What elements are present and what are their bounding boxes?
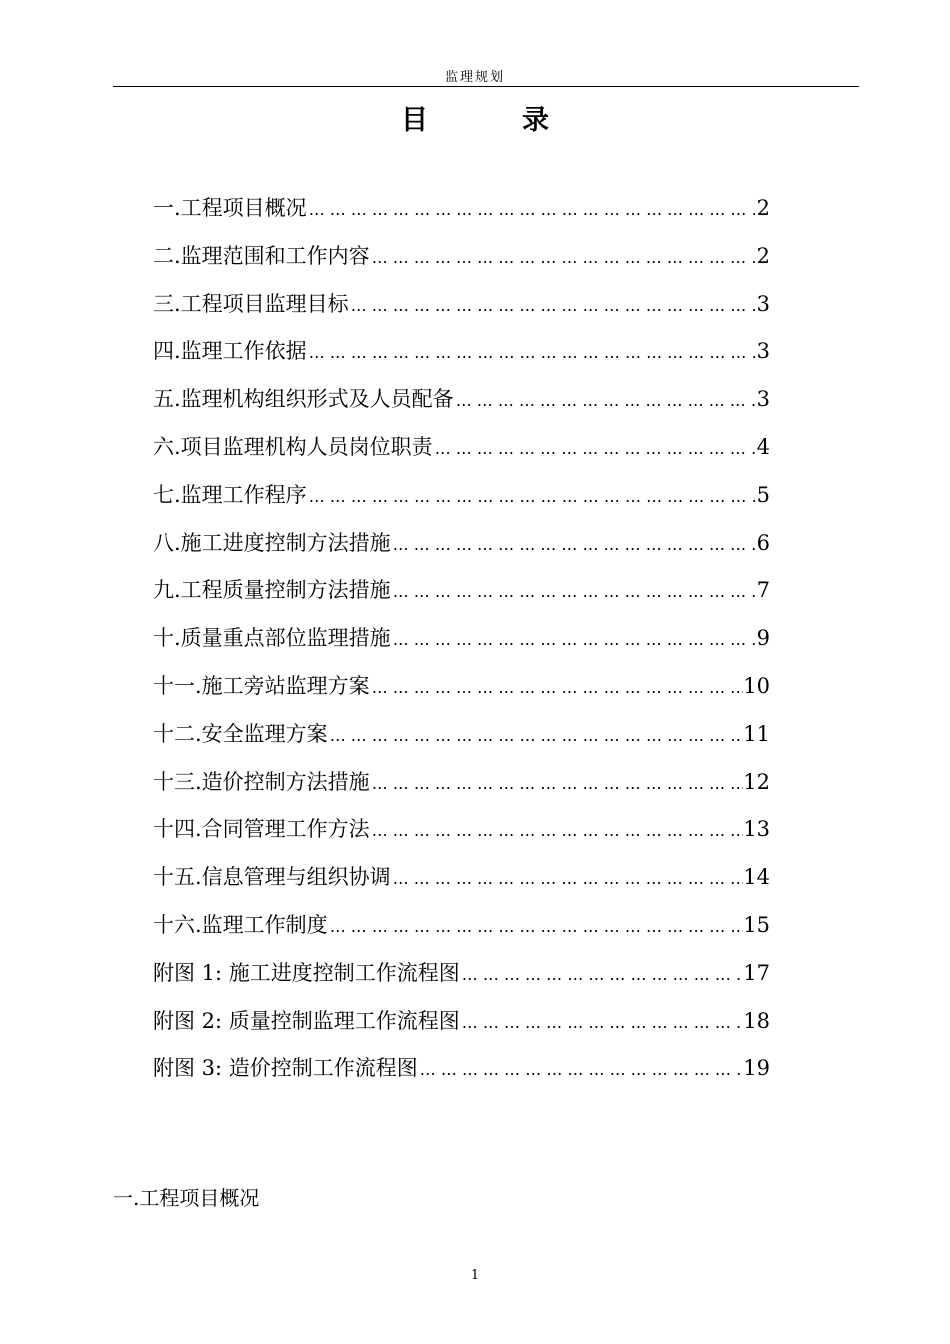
toc-title-right-char: 录	[522, 105, 549, 136]
toc-title-left-char: 目	[401, 105, 428, 136]
toc-dot-leader	[349, 288, 757, 324]
page-number: 1	[470, 1268, 480, 1283]
toc-entry-page: 18	[743, 1008, 770, 1033]
toc-entry[interactable]	[153, 907, 770, 955]
toc-entry-label: 五.监理机构组织形式及人员配备	[153, 387, 454, 412]
toc-entry-page: 9	[756, 626, 770, 651]
toc-entry-label: 十五.信息管理与组织协调	[153, 865, 391, 890]
toc-entry-label: 十.质量重点部位监理措施	[153, 626, 391, 651]
toc-entry[interactable]	[153, 477, 770, 525]
toc-entry[interactable]	[153, 859, 770, 907]
toc-dot-leader	[391, 527, 757, 563]
toc-entry[interactable]	[153, 716, 770, 764]
toc-dot-leader	[391, 574, 757, 610]
toc-entry-page: 15	[743, 912, 770, 937]
toc-entry[interactable]	[153, 955, 770, 1003]
toc-dot-leader	[391, 861, 744, 897]
toc-title	[0, 98, 950, 137]
toc-entry[interactable]	[153, 190, 770, 238]
toc-entry[interactable]	[153, 333, 770, 381]
toc-dot-leader	[433, 431, 757, 467]
toc-entry-page: 3	[756, 339, 770, 364]
toc-dot-leader	[460, 957, 743, 993]
toc-entry-label: 附图 3: 造价控制工作流程图	[153, 1056, 418, 1081]
toc-entry-page: 14	[743, 865, 770, 890]
toc-dot-leader	[328, 718, 744, 754]
toc-entry-page: 6	[756, 530, 770, 555]
toc-entry-page: 13	[743, 817, 770, 842]
toc-entry-label: 九.工程质量控制方法措施	[153, 578, 391, 603]
header-rule	[113, 86, 859, 87]
toc-entry-page: 4	[756, 434, 770, 459]
toc-entry-label: 六.项目监理机构人员岗位职责	[153, 434, 433, 459]
toc-entry[interactable]	[153, 429, 770, 477]
toc-entry[interactable]	[153, 1003, 770, 1051]
toc-entry-page: 19	[743, 1056, 770, 1081]
toc-entry-page: 7	[756, 578, 770, 603]
toc-entry-label: 十六.监理工作制度	[153, 912, 328, 937]
toc-entry[interactable]	[153, 668, 770, 716]
toc-entry-label: 八.施工进度控制方法措施	[153, 530, 391, 555]
table-of-contents	[153, 190, 770, 1098]
toc-entry[interactable]	[153, 811, 770, 859]
toc-entry-page: 5	[756, 482, 770, 507]
toc-entry[interactable]	[153, 620, 770, 668]
toc-entry-label: 附图 2: 质量控制监理工作流程图	[153, 1008, 460, 1033]
toc-entry[interactable]	[153, 1050, 770, 1098]
toc-entry-page: 3	[756, 387, 770, 412]
toc-entry[interactable]	[153, 238, 770, 286]
toc-entry-label: 四.监理工作依据	[153, 339, 307, 364]
toc-entry-label: 十三.造价控制方法措施	[153, 769, 370, 794]
toc-dot-leader	[370, 240, 757, 276]
toc-dot-leader	[460, 1005, 743, 1041]
toc-dot-leader	[370, 766, 744, 802]
toc-dot-leader	[454, 383, 757, 419]
toc-entry-label: 一.工程项目概况	[153, 196, 307, 220]
toc-entry-page: 10	[743, 673, 770, 698]
toc-entry[interactable]	[153, 572, 770, 620]
toc-dot-leader	[307, 479, 757, 515]
toc-dot-leader	[418, 1052, 743, 1088]
toc-entry-label: 十二.安全监理方案	[153, 721, 328, 746]
toc-entry-label: 附图 1: 施工进度控制工作流程图	[153, 960, 460, 985]
toc-entry-page: 11	[743, 721, 770, 746]
toc-entry[interactable]	[153, 286, 770, 334]
toc-entry-page: 17	[743, 960, 770, 985]
toc-entry-page: 12	[743, 769, 770, 794]
toc-entry[interactable]	[153, 764, 770, 812]
running-header: 监理规划	[444, 70, 505, 85]
toc-entry-page: 2	[756, 243, 770, 268]
toc-entry[interactable]	[153, 525, 770, 573]
toc-dot-leader	[370, 813, 744, 849]
toc-entry-label: 十四.合同管理工作方法	[153, 817, 370, 842]
toc-entry-page: 2	[756, 196, 770, 220]
toc-dot-leader	[328, 909, 744, 945]
toc-entry-label: 二.监理范围和工作内容	[153, 243, 370, 268]
toc-entry-label: 七.监理工作程序	[153, 482, 307, 507]
toc-entry-page: 3	[756, 291, 770, 316]
toc-dot-leader	[307, 335, 757, 371]
toc-entry-label: 十一.施工旁站监理方案	[153, 673, 370, 698]
toc-entry-label: 三.工程项目监理目标	[153, 291, 349, 316]
toc-entry[interactable]	[153, 381, 770, 429]
toc-dot-leader	[391, 622, 757, 658]
toc-dot-leader	[307, 192, 757, 228]
toc-dot-leader	[370, 670, 744, 706]
section-heading: 一.工程项目概况	[113, 1186, 260, 1210]
